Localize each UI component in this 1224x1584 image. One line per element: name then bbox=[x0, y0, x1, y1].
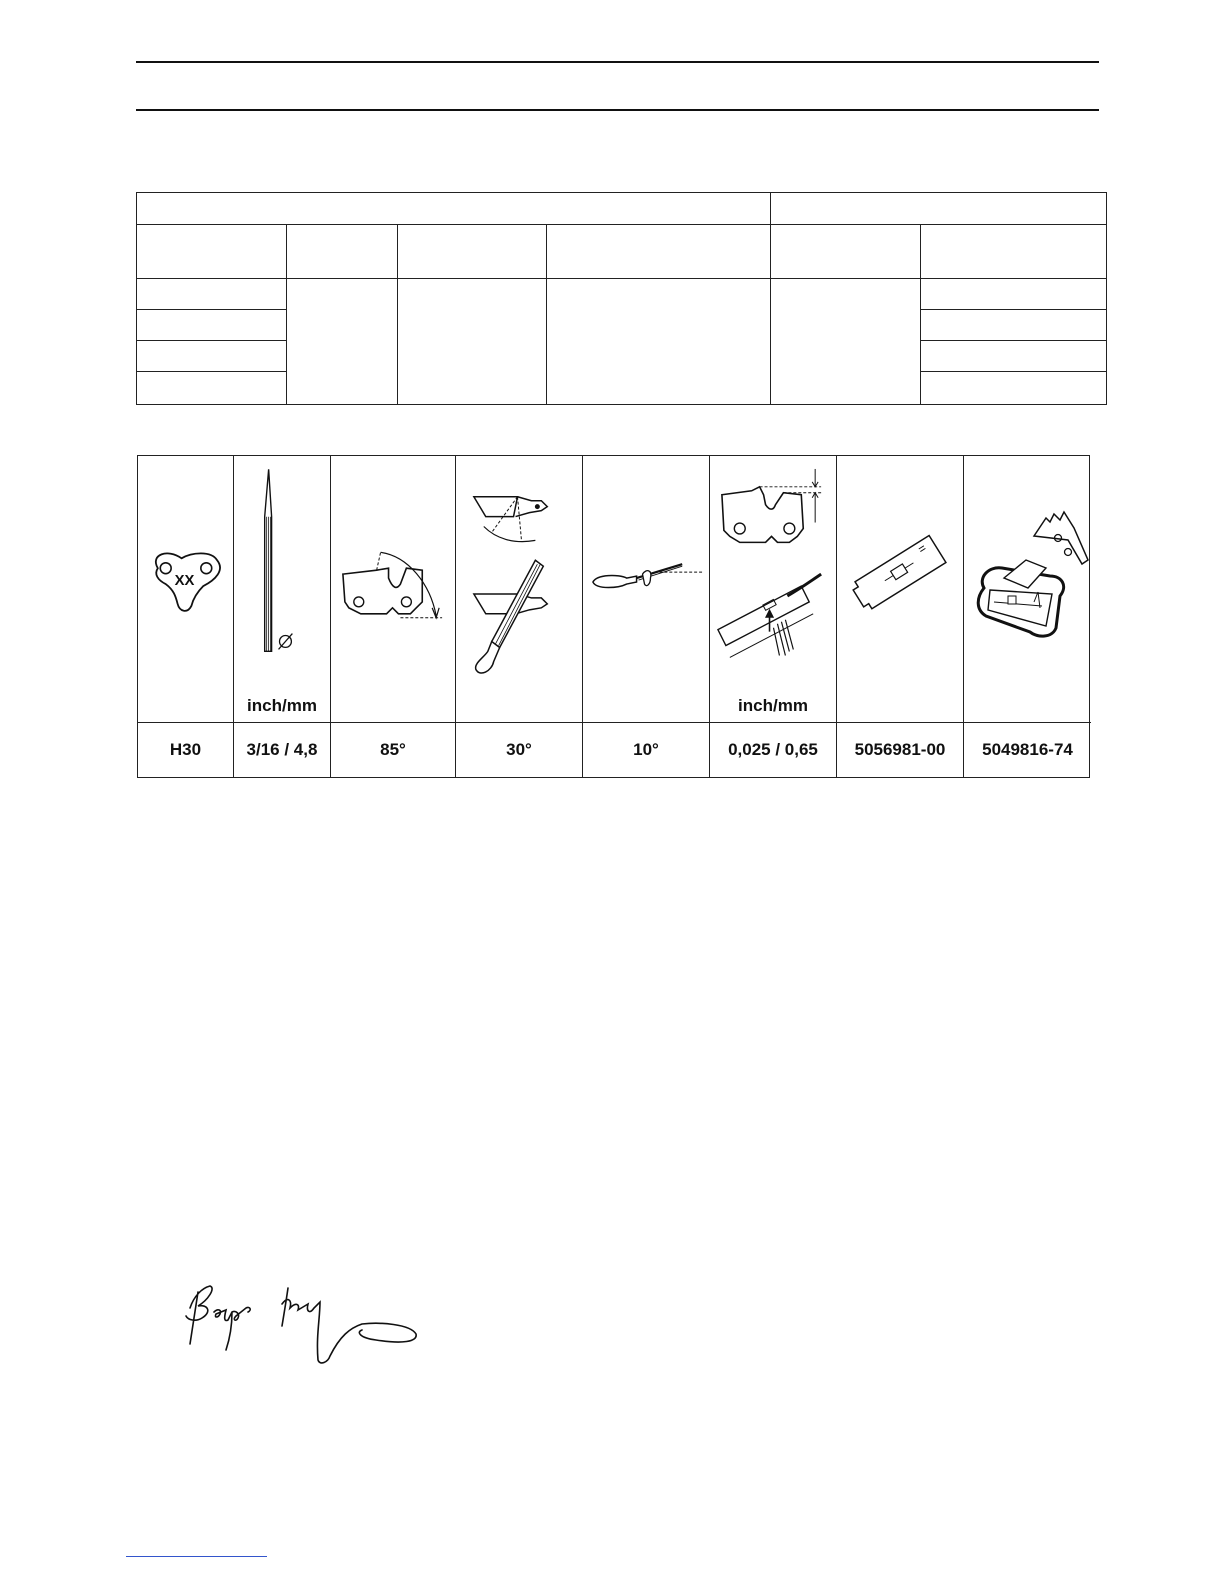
filing-angle-value: 30° bbox=[456, 722, 582, 777]
header-rule-bottom bbox=[136, 109, 1099, 111]
file-guide-part-no: 5049816-74 bbox=[964, 722, 1091, 777]
col-depth-gauge bbox=[710, 456, 837, 777]
table-cell bbox=[770, 278, 921, 405]
table-cell bbox=[920, 371, 1107, 405]
col-depth-gauge-tool bbox=[837, 456, 964, 777]
table-header-cell bbox=[136, 224, 287, 279]
file-handle-icon bbox=[583, 456, 709, 722]
cutter-marking: XX bbox=[174, 573, 195, 590]
table-header-cell bbox=[770, 224, 921, 279]
table-header-cell bbox=[546, 224, 771, 279]
table-cell bbox=[546, 278, 771, 405]
col-chain-type bbox=[138, 456, 234, 777]
footer-rule bbox=[126, 1556, 267, 1557]
col-file-guide bbox=[964, 456, 1091, 777]
table-cell bbox=[920, 278, 1107, 310]
cutter-link-icon bbox=[138, 456, 233, 722]
table-header-cell bbox=[286, 224, 398, 279]
depth-gauge-value: 0,025 / 0,65 bbox=[710, 722, 836, 777]
table-cell bbox=[136, 309, 287, 341]
table-cell bbox=[136, 278, 287, 310]
round-file-icon bbox=[234, 456, 330, 722]
table-header-cell bbox=[136, 192, 771, 225]
specification-table bbox=[136, 192, 1107, 405]
col-file-tilt bbox=[583, 456, 710, 777]
table-header-cell bbox=[920, 224, 1107, 279]
table-cell bbox=[136, 340, 287, 372]
file-diameter-unit: inch/mm bbox=[247, 696, 317, 715]
file-guide-icon bbox=[964, 456, 1091, 722]
depth-gauge-unit: inch/mm bbox=[738, 696, 808, 715]
table-cell bbox=[397, 278, 547, 405]
table-cell bbox=[136, 371, 287, 405]
table-header-cell bbox=[770, 192, 1107, 225]
depth-gauge-tool-part-no: 5056981-00 bbox=[837, 722, 963, 777]
file-tilt-value: 10° bbox=[583, 722, 709, 777]
file-diameter-value: 3/16 / 4,8 bbox=[234, 722, 330, 777]
table-cell bbox=[920, 309, 1107, 341]
col-file-diameter bbox=[234, 456, 331, 777]
table-cell bbox=[286, 278, 398, 405]
header-rule-top bbox=[136, 61, 1099, 63]
filing-angle-icon bbox=[456, 456, 582, 722]
depth-gauge-icon bbox=[710, 456, 836, 722]
signature bbox=[180, 1278, 425, 1368]
top-plate-angle-value: 85° bbox=[331, 722, 455, 777]
table-cell bbox=[920, 340, 1107, 372]
chain-type-value: H30 bbox=[138, 722, 233, 777]
depth-gauge-tool-icon bbox=[837, 456, 963, 722]
top-plate-angle-icon bbox=[331, 456, 455, 722]
sharpening-table bbox=[137, 455, 1090, 778]
col-filing-angle bbox=[456, 456, 583, 777]
table-header-cell bbox=[397, 224, 547, 279]
col-top-plate-angle bbox=[331, 456, 456, 777]
